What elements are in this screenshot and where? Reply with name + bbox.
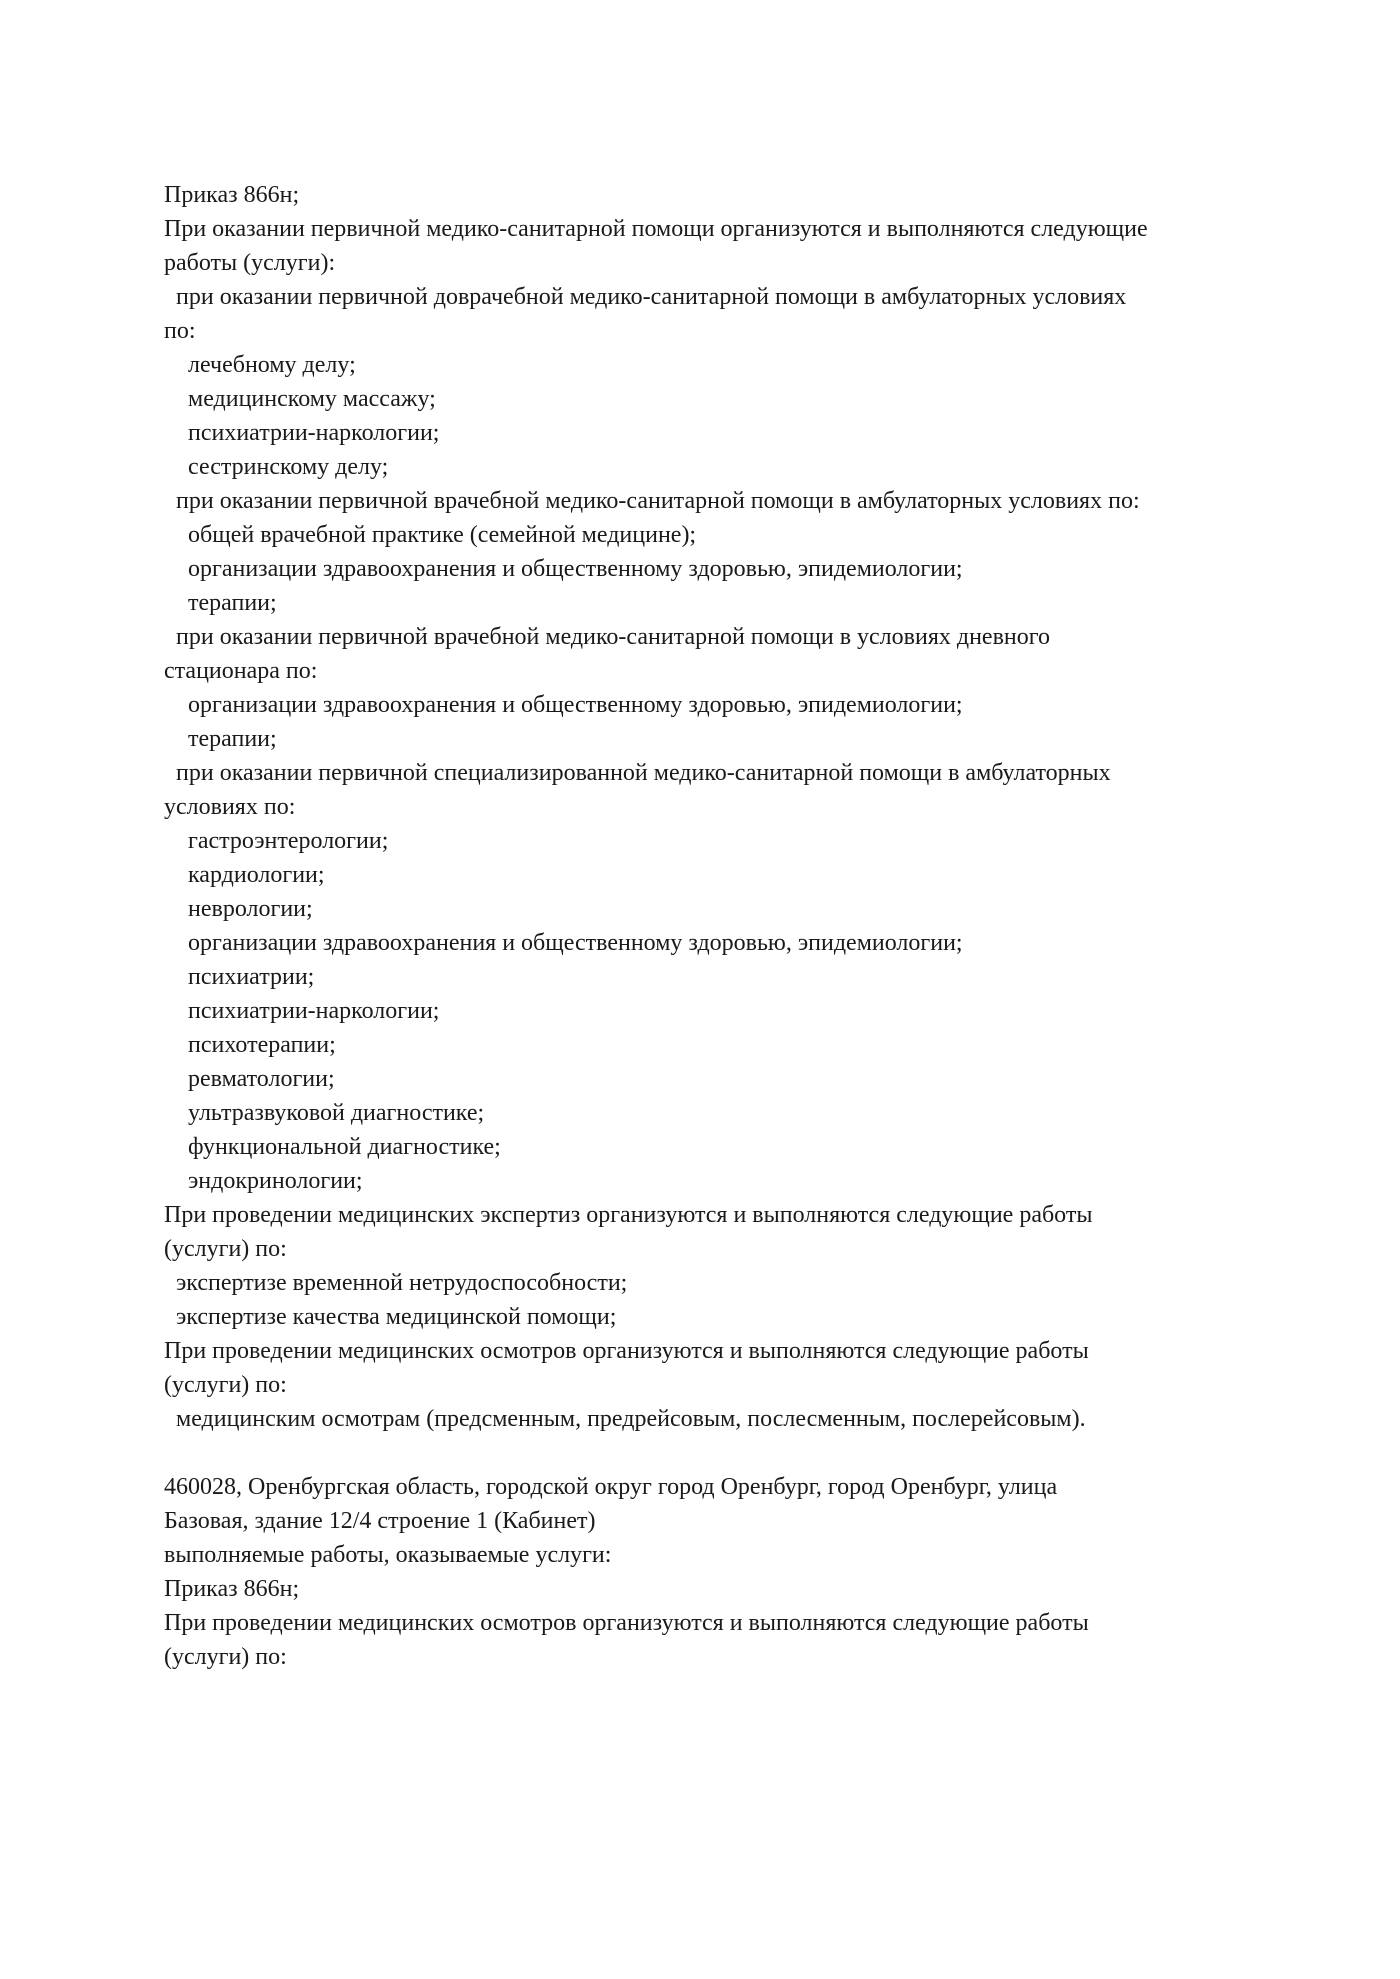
text-line: При оказании первичной медико-санитарной помощи организуются и выполняются следующие: [164, 216, 1148, 242]
text-line: экспертизе временной нетрудоспособности;: [164, 1270, 628, 1296]
text-line: психиатрии;: [164, 964, 315, 990]
address-line: выполняемые работы, оказываемые услуги:: [164, 1542, 612, 1568]
text-line: организации здравоохранения и общественному здоровью, эпидемиологии;: [164, 930, 963, 956]
text-line: функциональной диагностике;: [164, 1134, 501, 1160]
text-line: ревматологии;: [164, 1066, 335, 1092]
text-line: медицинским осмотрам (предсменным, предрейсовым, послесменным, послерейсовым).: [164, 1406, 1086, 1432]
text-line: эндокринологии;: [164, 1168, 363, 1194]
text-line: экспертизе качества медицинской помощи;: [164, 1304, 617, 1330]
text-line: гастроэнтерологии;: [164, 828, 389, 854]
address-section: [164, 1470, 1344, 1674]
address-line: Базовая, здание 12/4 строение 1 (Кабинет): [164, 1508, 596, 1534]
text-line: терапии;: [164, 726, 277, 752]
address-line: Приказ 866н;: [164, 1576, 300, 1602]
text-line: психотерапии;: [164, 1032, 336, 1058]
text-line: лечебному делу;: [164, 352, 356, 378]
text-line: общей врачебной практике (семейной медицине);: [164, 522, 697, 548]
text-line: ультразвуковой диагностике;: [164, 1100, 485, 1126]
text-line: при оказании первичной врачебной медико-санитарной помощи в амбулаторных условиях по:: [164, 488, 1140, 514]
text-line: Приказ 866н;: [164, 182, 300, 208]
text-line: при оказании первичной специализированной медико-санитарной помощи в амбулаторных: [164, 760, 1111, 786]
text-line: организации здравоохранения и общественному здоровью, эпидемиологии;: [164, 556, 963, 582]
document-body: [164, 178, 1344, 1674]
text-line: психиатрии-наркологии;: [164, 420, 440, 446]
text-line: условиях по:: [164, 794, 296, 820]
text-line: при оказании первичной доврачебной медико-санитарной помощи в амбулаторных условиях: [164, 284, 1127, 310]
text-line: работы (услуги):: [164, 250, 336, 276]
address-line: При проведении медицинских осмотров организуются и выполняются следующие работы: [164, 1610, 1089, 1636]
text-line: при оказании первичной врачебной медико-санитарной помощи в условиях дневного: [164, 624, 1050, 650]
text-line: медицинскому массажу;: [164, 386, 436, 412]
text-line: (услуги) по:: [164, 1236, 287, 1262]
text-line: стационара по:: [164, 658, 318, 684]
address-line: (услуги) по:: [164, 1644, 287, 1670]
services-list: [164, 178, 1344, 1436]
text-line: При проведении медицинских осмотров организуются и выполняются следующие работы: [164, 1338, 1089, 1364]
text-line: При проведении медицинских экспертиз организуются и выполняются следующие работы: [164, 1202, 1093, 1228]
address-line: 460028, Оренбургская область, городской округ город Оренбург, город Оренбург, улица: [164, 1474, 1058, 1500]
text-line: кардиологии;: [164, 862, 325, 888]
text-line: по:: [164, 318, 196, 344]
paragraph-gap: [164, 1436, 1344, 1470]
text-line: (услуги) по:: [164, 1372, 287, 1398]
text-line: неврологии;: [164, 896, 313, 922]
text-line: терапии;: [164, 590, 277, 616]
text-line: психиатрии-наркологии;: [164, 998, 440, 1024]
text-line: организации здравоохранения и общественному здоровью, эпидемиологии;: [164, 692, 963, 718]
text-line: сестринскому делу;: [164, 454, 389, 480]
